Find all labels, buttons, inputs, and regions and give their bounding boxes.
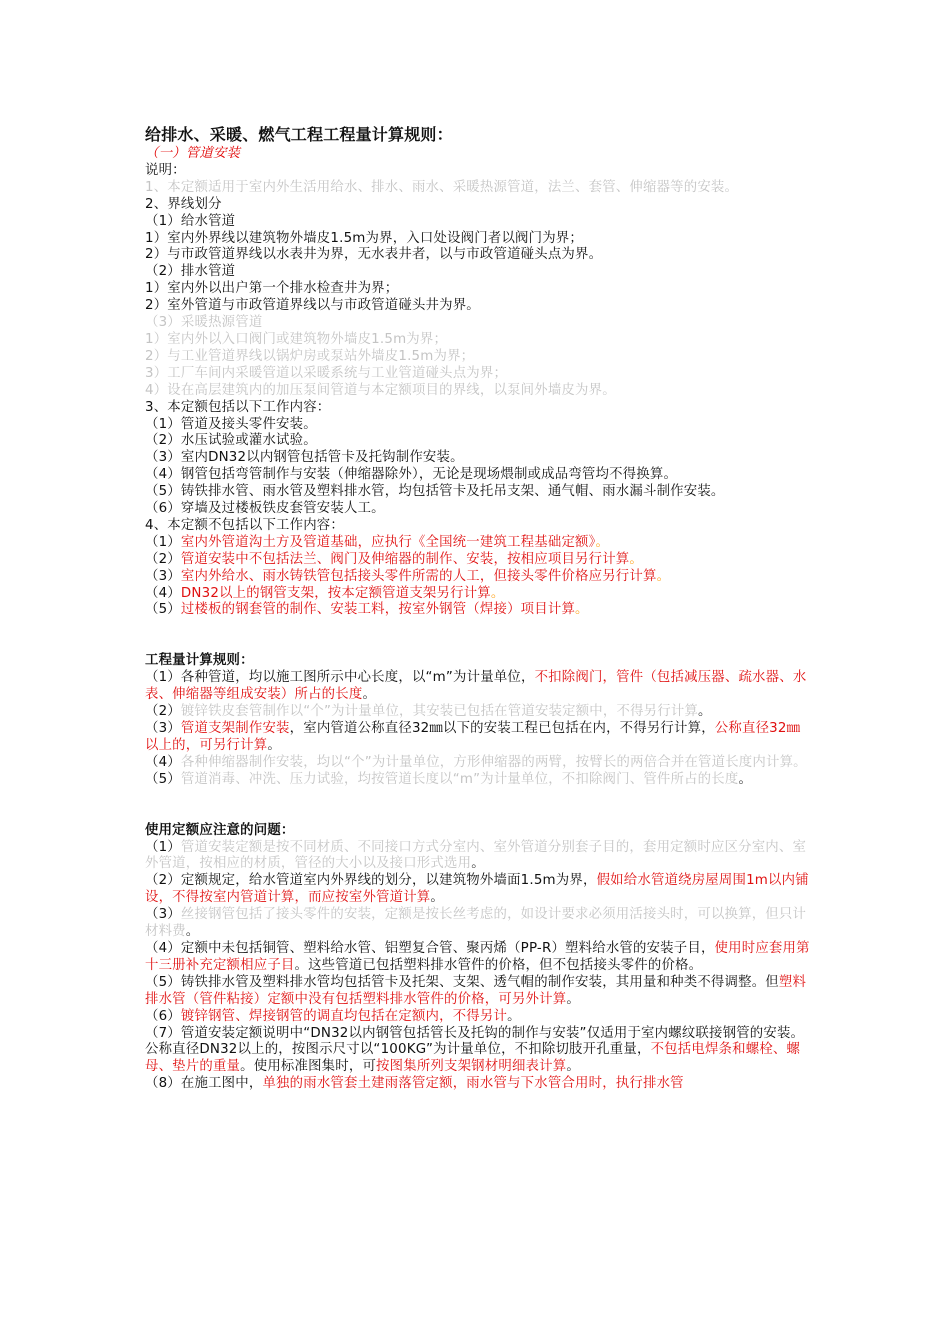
paragraph: [145, 569, 810, 586]
text-run: 。: [629, 551, 643, 567]
section-heading: 工程量计算规则：: [145, 653, 254, 669]
text-run: 假如给水管道绕房屋周围1m以内铺设，不得按室内管道计算，而应按室外管道计算: [145, 873, 809, 906]
text-run: 过楼板的钢套管的制作、安装工料，按室外钢管（焊接）项目计算: [180, 602, 576, 618]
paragraph: （3）室内DN32以内钢管包括管卡及托钩制作安装。: [145, 450, 464, 466]
paragraph: 2）室外管道与市政管道界线以与市政管道碰头井为界。: [145, 298, 480, 314]
text-run: 镀锌钢管、焊接钢管的调直均包括在定额内，不得另计: [180, 1008, 508, 1024]
paragraph: [145, 704, 810, 721]
text-run: 单独的雨水管套土建雨落管定额，雨水管与下水管合用时，执行排水管: [262, 1076, 684, 1092]
paragraph: （5）铸铁排水管、雨水管及塑料排水管，均包括管卡及托吊支架、通气帽、雨水漏斗制作安装。: [145, 484, 725, 500]
paragraph: [145, 552, 810, 569]
text-run: （2）定额规定，给水管道室内外界线的划分，以建筑物外墙面1.5m为界，: [145, 873, 597, 889]
paragraph: （2）排水管道: [145, 264, 236, 280]
text-run: 管道支架制作安装: [180, 721, 290, 736]
paragraph: [145, 1026, 810, 1077]
text-run: 。: [738, 771, 753, 787]
paragraph: [145, 602, 810, 619]
text-run: （5）: [145, 602, 181, 618]
text-run: （4）: [145, 585, 181, 601]
paragraph: [145, 941, 810, 975]
text-run: 。: [698, 704, 712, 720]
paragraph: 3）工厂车间内采暖管道以采暖系统与工业管道碰头点为界；: [145, 365, 508, 381]
text-run: 。: [471, 856, 485, 872]
section-heading: 使用定额应注意的问题：: [145, 822, 295, 838]
text-run: （6）: [145, 1008, 181, 1024]
paragraph: （4）钢管包括弯管制作与安装（伸缩器除外），无论是现场煨制或成品弯管均不得换算。: [145, 467, 678, 483]
paragraph: 1）室内外以出户第一个排水检查井为界；: [145, 281, 399, 297]
text-run: 按图集所列支架钢材明细表计算: [376, 1059, 567, 1075]
section-calculation-rules: [145, 653, 810, 788]
text-run: （3）: [145, 907, 181, 923]
spacer: [145, 789, 810, 823]
text-run: 。: [490, 585, 505, 601]
text-run: 。: [656, 568, 671, 584]
text-run: （2）: [145, 551, 181, 567]
paragraph: [145, 586, 810, 603]
text-run: （1）: [145, 839, 181, 855]
text-run: （8）在施工图中，: [145, 1076, 263, 1092]
paragraph: 2）与工业管道界线以锅炉房或泵站外墙皮1.5m为界；: [145, 348, 475, 364]
text-run: 使用时应套用第十三册补充定额相应子目: [145, 940, 810, 973]
text-run: 不扣除阀门，管件（包括减压器、疏水器、水表、伸缩器等组成安装）所占的长度: [145, 670, 807, 703]
paragraph: [145, 772, 810, 789]
text-run: 。: [362, 687, 377, 703]
paragraph: [145, 755, 810, 772]
paragraph: [145, 975, 810, 1009]
paragraph: 1）室内外以入口阀门或建筑物外墙皮1.5m为界；: [145, 331, 448, 347]
paragraph: （1）给水管道: [145, 213, 236, 229]
text-run: 。: [566, 1059, 580, 1075]
text-run: （4）: [145, 754, 181, 770]
text-run: （5）铸铁排水管及塑料排水管均包括管卡及托架、支架、透气帽的制作安装，其用量和种类不得调整。但: [145, 974, 779, 990]
paragraph: [145, 873, 810, 907]
paragraph: （2）水压试验或灌水试验。: [145, 433, 317, 449]
paragraph: 1）室内外界线以建筑物外墙皮1.5m为界，入口处设阀门者以阀门为界；: [145, 230, 583, 246]
paragraph: [145, 840, 810, 874]
text-run: 。: [575, 602, 589, 618]
text-run: 丝接钢管包括了接头零件的安装，定额是按长丝考虑的，如设计要求必须用活接头时，可以换算，但只计材料费: [145, 907, 807, 940]
text-run: 。: [267, 737, 281, 753]
text-run: 管道安装中不包括法兰、阀门及伸缩器的制作、安装，按相应项目另行计算: [180, 551, 630, 567]
paragraph: 4、本定额不包括以下工作内容：: [145, 517, 344, 533]
text-run: 塑料排水管（管件粘接）定额中没有包括塑料排水管件的价格，可另外计算: [145, 974, 807, 1007]
paragraph: 2）与市政管道界线以水表井为界，无水表井者，以与市政管道碰头点为界。: [145, 247, 603, 263]
paragraph: 2、界线划分: [145, 196, 222, 212]
text-run: （5）: [145, 771, 181, 787]
text-run: （3）: [145, 721, 181, 736]
paragraph: [145, 1009, 810, 1026]
paragraph: （1）管道及接头零件安装。: [145, 416, 317, 432]
paragraph: [145, 721, 810, 755]
spacer: [145, 619, 810, 653]
text-run: （4）定额中未包括铜管、塑料给水管、铝塑复合管、聚丙烯（PP-R）塑料给水管的安装子目，: [145, 940, 715, 956]
text-run: 。: [507, 1008, 521, 1024]
text-run: 室内外管道沟土方及管道基础，应执行《全国统一建筑工程基础定额》: [180, 534, 596, 550]
text-run: 。: [566, 991, 580, 1007]
text-run: 管道消毒、冲洗、压力试验，均按管道长度以“m”为计量单位，不扣除阀门、管件所占的长度: [180, 771, 739, 787]
paragraph: （6）穿墙及过楼板铁皮套管安装人工。: [145, 501, 385, 517]
text-run: 镀锌铁皮套管制作以“个”为计量单位，其安装已包括在管道安装定额中，不得另行计算: [180, 704, 699, 720]
text-run: 。使用标准图集时，可: [240, 1059, 377, 1075]
paragraph: 说明：: [145, 162, 186, 178]
text-run: 各种伸缩器制作安装，均以“个”为计量单位，方形伸缩器的两臂，按臂长的两倍合并在管道长度内计算。: [180, 754, 807, 770]
paragraph: [145, 670, 810, 704]
text-run: 。: [185, 924, 200, 940]
document-body: [145, 124, 810, 1093]
text-run: 。: [430, 890, 444, 906]
text-run: （1）各种管道，均以施工图所示中心长度，以“m”为计量单位，: [145, 670, 535, 686]
text-run: 。这些管道已包括塑料排水管件的价格，但不包括接头零件的价格。: [294, 957, 703, 973]
paragraph: （3）采暖热源管道: [145, 315, 263, 331]
text-run: 管道安装定额是按不同材质、不同接口方式分室内、室外管道分别套子目的，套用定额时应区分室内、室外管道，按相应的材质，管径的大小以及接口形式选用: [145, 839, 807, 872]
section-usage-notes: [145, 823, 810, 1094]
paragraph: 4）设在高层建筑内的加压泵间管道与本定额项目的界线，以泵间外墙皮为界。: [145, 382, 616, 398]
text-run: （3）: [145, 568, 181, 584]
text-run: （7）管道安装定额说明中“DN32以内钢管包括管长及托钩的制作与安装”仅适用于室内螺纹联接钢管的安装。公称直径DN32以上的，按图示尺寸以“100KG”为计量单位，不扣除切肢开孔重量，: [145, 1025, 805, 1058]
text-run: DN32以上的钢管支架，按本定额管道支架另行计算: [180, 585, 491, 601]
paragraph: [145, 1076, 810, 1093]
text-run: 公称直径32㎜以上的，可另行计算: [145, 721, 801, 753]
text-run: 不包括电焊条和螺栓、螺母、垫片的重量: [145, 1042, 801, 1075]
text-run: （2）: [145, 704, 181, 720]
section-instructions: [145, 163, 810, 619]
paragraph: [145, 907, 810, 941]
text-run: 。: [595, 534, 610, 550]
paragraph: 1、本定额适用于室内外生活用给水、排水、雨水、采暖热源管道，法兰、套管、伸缩器等的安装。: [145, 179, 739, 195]
paragraph: [145, 535, 810, 552]
text-run: （1）: [145, 534, 181, 550]
section-subtitle: （一）管道安装: [145, 146, 241, 161]
text-run: 室内外给水、雨水铸铁管包括接头零件所需的人工，但接头零件价格应另行计算: [180, 568, 657, 584]
document-title: 给排水、采暖、燃气工程工程量计算规则：: [145, 125, 453, 144]
text-run: ，室内管道公称直径32㎜以下的安装工程已包括在内，不得另行计算，: [289, 721, 715, 736]
paragraph: 3、本定额包括以下工作内容：: [145, 399, 331, 415]
